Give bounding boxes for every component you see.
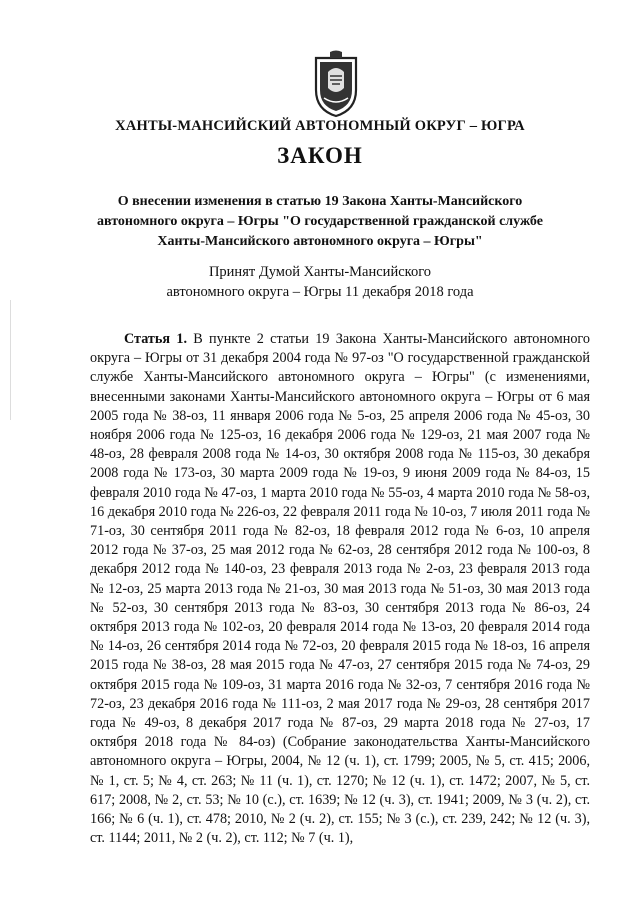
coat-of-arms-icon [308, 50, 364, 120]
document-type-title: ЗАКОН [277, 143, 363, 168]
adoption-line-2: автономного округа – Югры 11 декабря 2018 года [166, 284, 474, 300]
law-subject [70, 192, 570, 252]
subject-line-2: автономного округа – Югры "О государственной гражданской службе [97, 214, 543, 229]
article-paragraph [90, 330, 590, 848]
article-text: В пункте 2 статьи 19 Закона Ханты-Мансийского автономного округа – Югры от 31 декабря 2004 года № 97-оз "О государственной гражданской службе Ханты-Мансийского автономного округа – Югры" (с изменениями, внесенными законами Ханты-Мансийского автономного округа – Югры от 6 мая 2005 года № 38-оз, 11 января 2006 года № 5-оз, 25 апреля 2006 года № 45-оз, 30 ноября 2006 года № 125-оз, 16 декабря 2006 года № 129-оз, 21 мая 2007 года № 48-оз, 28 февраля 2008 года № 14-оз, 30 октября 2008 года № 115-оз, 30 декабря 2008 года № 173-оз, 30 марта 2009 года № 19-оз, 9 июня 2009 года № 84-оз, 15 февраля 2010 года № 47-оз, 1 марта 2010 года № 55-оз, 4 марта 2010 года № 58-оз, 16 декабря 2010 года № 226-оз, 22 февраля 2011 года № 10-оз, 7 июля 2011 года № 71-оз, 30 сентября 2011 года № 82-оз, 18 февраля 2012 года № 6-оз, 10 апреля 2012 года № 37-оз, 25 мая 2012 года № 62-оз, 28 сентября 2012 года № 100-оз, 8 декабря 2012 года № 140-оз, 23 февраля 2013 года № 2-оз, 23 февраля 2013 года № 12-оз, 25 марта 2013 года № 21-оз, 30 мая 2013 года № 51-оз, 30 мая 2013 года № 52-оз, 30 сентября 2013 года № 83-оз, 30 сентября 2013 года № 86-оз, 24 октября 2013 года № 102-оз, 20 февраля 2014 года № 13-оз, 20 февраля 2014 года № 14-оз, 26 сентября 2014 года № 72-оз, 20 февраля 2015 года № 18-оз, 16 апреля 2015 года № 38-оз, 28 мая 2015 года № 47-оз, 27 сентября 2015 года № 74-оз, 29 октября 2015 года № 109-оз, 31 марта 2016 года № 32-оз, 7 сентября 2016 года № 72-оз, 23 декабря 2016 года № 111-оз, 2 мая 2017 года № 29-оз, 28 сентября 2017 года № 49-оз, 8 декабря 2017 года № 87-оз, 29 марта 2018 года № 27-оз, 17 октября 2018 года № 84-оз) (Собрание законодательства Ханты-Мансийского автономного округа – Югры, 2004, № 12 (ч. 1), ст. 1799; 2005, № 5, ст. 415; 2006, № 1, ст. 5; № 4, ст. 263; № 11 (ч. 1), ст. 1270; № 12 (ч. 1), ст. 1472; 2007, № 5, ст. 617; 2008, № 2, ст. 53; № 10 (с.), ст. 1639; № 12 (ч. 3), ст. 1941; 2009, № 3 (ч. 2), ст. 166; № 6 (ч. 1), ст. 478; 2010, № 2 (ч. 2), ст. 155; № 3 (с.), ст. 239, 242; № 12 (ч. 3), ст. 1144; 2011, № 2 (ч. 2), ст. 112; № 7 (ч. 1), [90, 331, 590, 847]
article-label: Статья 1. [124, 331, 187, 347]
region-heading: ХАНТЫ-МАНСИЙСКИЙ АВТОНОМНЫЙ ОКРУГ – ЮГРА [115, 118, 525, 134]
scan-edge-mark [10, 300, 11, 420]
subject-line-1: О внесении изменения в статью 19 Закона Ханты-Мансийского [117, 194, 523, 209]
adoption-line-1: Принят Думой Ханты-Мансийского [208, 264, 432, 280]
adoption-note [0, 262, 640, 302]
subject-line-3: Ханты-Мансийского автономного округа – Югры" [157, 234, 483, 249]
article-body [90, 330, 590, 848]
